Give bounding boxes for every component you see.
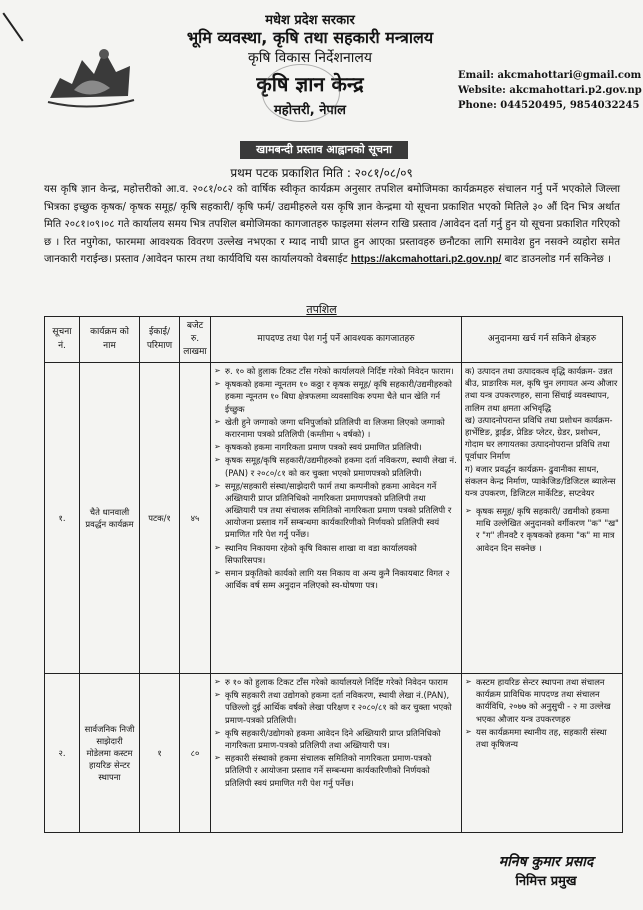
list-item: ➢ रु १० को हुलाक टिकट टाँस गरेको कार्यालयले निर्दिष्ट गरेको निवेदन फाराम [225,676,458,688]
table-caption: तपशिल [306,303,337,316]
list-item: ग) बजार प्रवर्द्धन कार्यक्रम- ढुवानीका साधन, संकलन केन्द्र निर्माण, प्याकेजिङ/डिजिटल ब्यालेन्स यन्त्र उपकरण, डिजिटल मार्केटिङ, सप्टवेयर [465,463,616,498]
row-2-program: सार्वजनिक निजी साझेदारी मोडेलमा कस्टम हायरिङ सेन्टर स्थापना [80,674,140,833]
header-budget: बजेट रु. लाखमा [180,317,211,363]
table-row [45,674,623,833]
signature-block [486,852,606,889]
header-notice-no: सूचना नं. [45,317,80,363]
list-item: ➢ रु. १० को हुलाक टिकट टाँस गरेको कार्यालयले निर्दिष्ट गरेको निवेदन फाराम। [225,365,458,377]
header-line-location: महोत्तरी, नेपाल [274,103,346,118]
row-1-unit: पटक/१ [140,363,180,674]
list-item: ➢ कृषकको हकमा न्यूनतम १० कठ्ठा र कृषक समूह/ कृषि सहकारी/उद्यमीहरुको हकमा न्यूनतम १० बिघा क्षेत्रफलमा व्यवसायिक रुपमा चैते धान खेति गर्न ईच्छुक [225,378,458,415]
row-2-budget: ८० [180,674,211,833]
row-1-no: १. [45,363,80,674]
notice-body-tail: बाट डाउनलोड गर्न सकिनेछ । [504,254,611,266]
signatory-name: मनिष कुमार प्रसाद [498,854,594,870]
row-2-requirements [211,674,462,833]
row-1-budget: ४५ [180,363,211,674]
pen-mark [2,13,23,42]
list-item: ➢ कस्टम हायरिङ सेन्टर स्थापना तथा संचालन कार्यक्रम प्राविधिक मापदण्ड तथा संचालन कार्यविधि, २०७७ को अनुसुची - २ मा उल्लेख भएका औजार यन्त्र उपकरणहरु [476,676,619,725]
list-item: ➢ समान प्रकृतिको कार्यको लागि यस निकाय वा अन्य कुनै निकायबाट विगत २ आर्थिक वर्ष सम्म अनुदान नलिएको स्व-घोषणा पत्र। [225,567,458,591]
notice-body [44,181,620,269]
list-item: ख) उत्पादनोपरान्त प्रविधि तथा प्रशोधन कार्यक्रम- हार्भेष्टिङ, ड्राईङ, प्रेडिङ प्लेटर, ग्रेडर, प्रशोधन, गोदाम घर लगायतका उत्पादनोपरान्त प्रविधि तथा पूर्वाधार निर्माण [465,414,613,462]
table-row [45,363,623,674]
list-item: ➢ स्थानिय निकायमा रहेको कृषि विकास शाखा वा वडा कार्यालयको सिफारिसपत्र। [225,542,458,566]
list-item: ➢ कृषकको हकमा नागरिकता प्रमाण पत्रको स्वयं प्रमाणित प्रतिलिपी। [225,441,458,453]
header-line-ministry: भूमि व्यवस्था, कृषि तथा सहकारी मन्त्रालय [186,28,434,47]
publish-date: प्रथम पटक प्रकाशित मिति : २०८१/०८/०९ [230,166,413,180]
header-line-directorate: कृषि विकास निर्देशनालय [248,50,372,66]
row-2-no: २. [45,674,80,833]
area-note: ➢ कृषक समूह/ कृषि सहकारी/ उद्यमीको हकमा माथि उल्लेखित अनुदानको वर्गीकरण "क" "ख" र "ग" तीनवटै र कृषकको हकमा "क" मा मात्र आवेदन दिन सक्नेछ । [476,505,619,554]
header-grant-areas: अनुदानमा खर्च गर्न सकिने क्षेत्रहरु [462,317,623,363]
contact-phone: Phone: 044520495, 9854032245 [458,100,640,111]
office-stamp [262,64,340,122]
row-2-unit: १ [140,674,180,833]
list-item: ➢ खेती हुने जग्गाको जग्गा धनिपुर्जाको प्रतिलिपी वा लिजमा लिएको जग्गाको करारनामा पत्रको प्रतिलिपी (कम्तीमा ५ वर्षको) । [225,416,458,440]
list-item: क) उत्पादन तथा उत्पादकत्व वृद्धि कार्यक्रम- उन्नत बीउ, प्राङारिक मल, कृषि चुन लगायत अन्य औजार तथा यन्त्र उपकरणहरु, साना सिंचाई व्यवस्थापन, तालिम तथा क्षमता अभिवृद्धि [465,366,618,413]
list-item: ➢ समूह/सहकारी संस्था/साझेदारी फार्म तथा कम्पनीको हकमा आवेदन गर्ने अख्तियारी प्राप्त प्रतिनिधिको नागरिकता प्रमाणपत्रको प्रतिलिपी तथा अख्तियारी पत्र तथा संचालक समितिको नागरिकता प्रमाण पत्रको प्रतिलिपी र आयोजना प्रस्ताव गर्ने सम्बन्धमा कार्यकारिणीको निर्णयको प्रतिलिपी स्वयं प्रमाणित गरि पेश गर्नु पर्नेछ। [225,480,458,541]
table-header-row [45,317,623,363]
header-line-office: कृषि ज्ञान केन्द्र [256,72,364,96]
header-program: कार्यक्रम को नाम [80,317,140,363]
contact-website: Website: akcmahottari.p2.gov.np [458,85,642,96]
notice-body-text: यस कृषि ज्ञान केन्द्र, महोत्तरीको आ.व. २०८१/०८२ को वार्षिक स्वीकृत कार्यक्रम अनुसार तपशिल बमोजिमका कार्यक्रमहरु संचालन गर्नु पर्ने भएकोले जिल्ला भित्रका इच्छुक कृषक/ कृषक समूह/ कृषि सहकारी/ कृषि फर्म/ उद्यमीहरुले यस कृषि ज्ञान केन्द्रमा यो सूचना प्रकाशित भएको मितिले ३० औं दिन भित्र अर्थात मिति २०८१।०९।०८ गते कार्यालय समय भित्र तपशिल बमोजिमका कागजातहरु फाइलमा संलग्न राखि प्रस्ताव /आवेदन दर्ता गर्नु हुन यो सूचना प्रकाशित गरिएको छ । रित नपुगेका, फारममा आवश्यक विवरण उल्लेख नभएका र म्याद नाघी प्राप्त हुन आएका प्रस्तावहरु छनौटका लागि समावेश हुन नसक्ने व्यहोरा समेत जानकारी गराईन्छ। प्रस्ताव /आवेदन फारम तथा कार्यविधि यस कार्यालयको वेबसाईट [44,184,620,266]
contact-email: Email: akcmahottari@gmail.com [458,70,642,81]
signatory-role: निमित्त प्रमुख [515,874,577,889]
header-unit: ईकाई/ परिमाण [140,317,180,363]
list-item: ➢ कृषक समूह/कृषि सहकारी/उद्यमीहरुको हकमा दर्ता नविकरण, स्थायी लेखा नं. (PAN) र २०८०/८१ को कर चुक्ता भएको प्रमाणपत्रको प्रतिलिपी। [225,454,458,478]
list-item: ➢ कृषि सहकारी तथा उद्योगको हकमा दर्ता नविकरण, स्थायी लेखा नं.(PAN), पछिल्लो दुई आर्थिक वर्षको लेखा परिक्षण र २०८०/८१ को कर चुक्ता भएको प्रमाण-पत्रको प्रतिलिपी। [225,689,458,726]
program-table [44,316,623,833]
list-item: ➢ यस कार्यक्रममा स्थानीय तह, सहकारी संस्था तथा कृषिजन्य [476,726,619,750]
header-line-province: मधेश प्रदेश सरकार [265,13,355,28]
nepal-emblem-icon [44,38,136,110]
website-link[interactable]: https://akcmahottari.p2.gov.np/ [350,254,502,266]
row-1-program: चैते धानवाली प्रवर्द्धन कार्यक्रम [80,363,140,674]
row-1-requirements [211,363,462,674]
list-item: ➢ सहकारी संस्थाको हकमा संचालक समितिको नागरिकता प्रमाण-पत्रको प्रतिलिपी र आयोजना प्रस्ताव गर्ने सम्बन्धमा कार्यकारिणीको निर्णयको प्रतिलिपी स्वयं प्रमाणित गरी पेश गर्नु पर्नेछ। [225,752,458,789]
list-item: ➢ कृषि सहकारी/उद्योगको हकमा आवेदन दिने अख्तियारी प्राप्त प्रतिनिधिको नागरिकता प्रमाण-पत्रको प्रतिलिपी तथा अख्तियारी पत्र। [225,727,458,751]
row-2-grant-areas [462,674,623,833]
header-requirements: मापदण्ड तथा पेश गर्नु पर्ने आवश्यक कागजातहरु [211,317,462,363]
notice-title: खामबन्दी प्रस्ताव आह्वानको सूचना [240,141,408,159]
row-1-grant-areas [462,363,623,674]
